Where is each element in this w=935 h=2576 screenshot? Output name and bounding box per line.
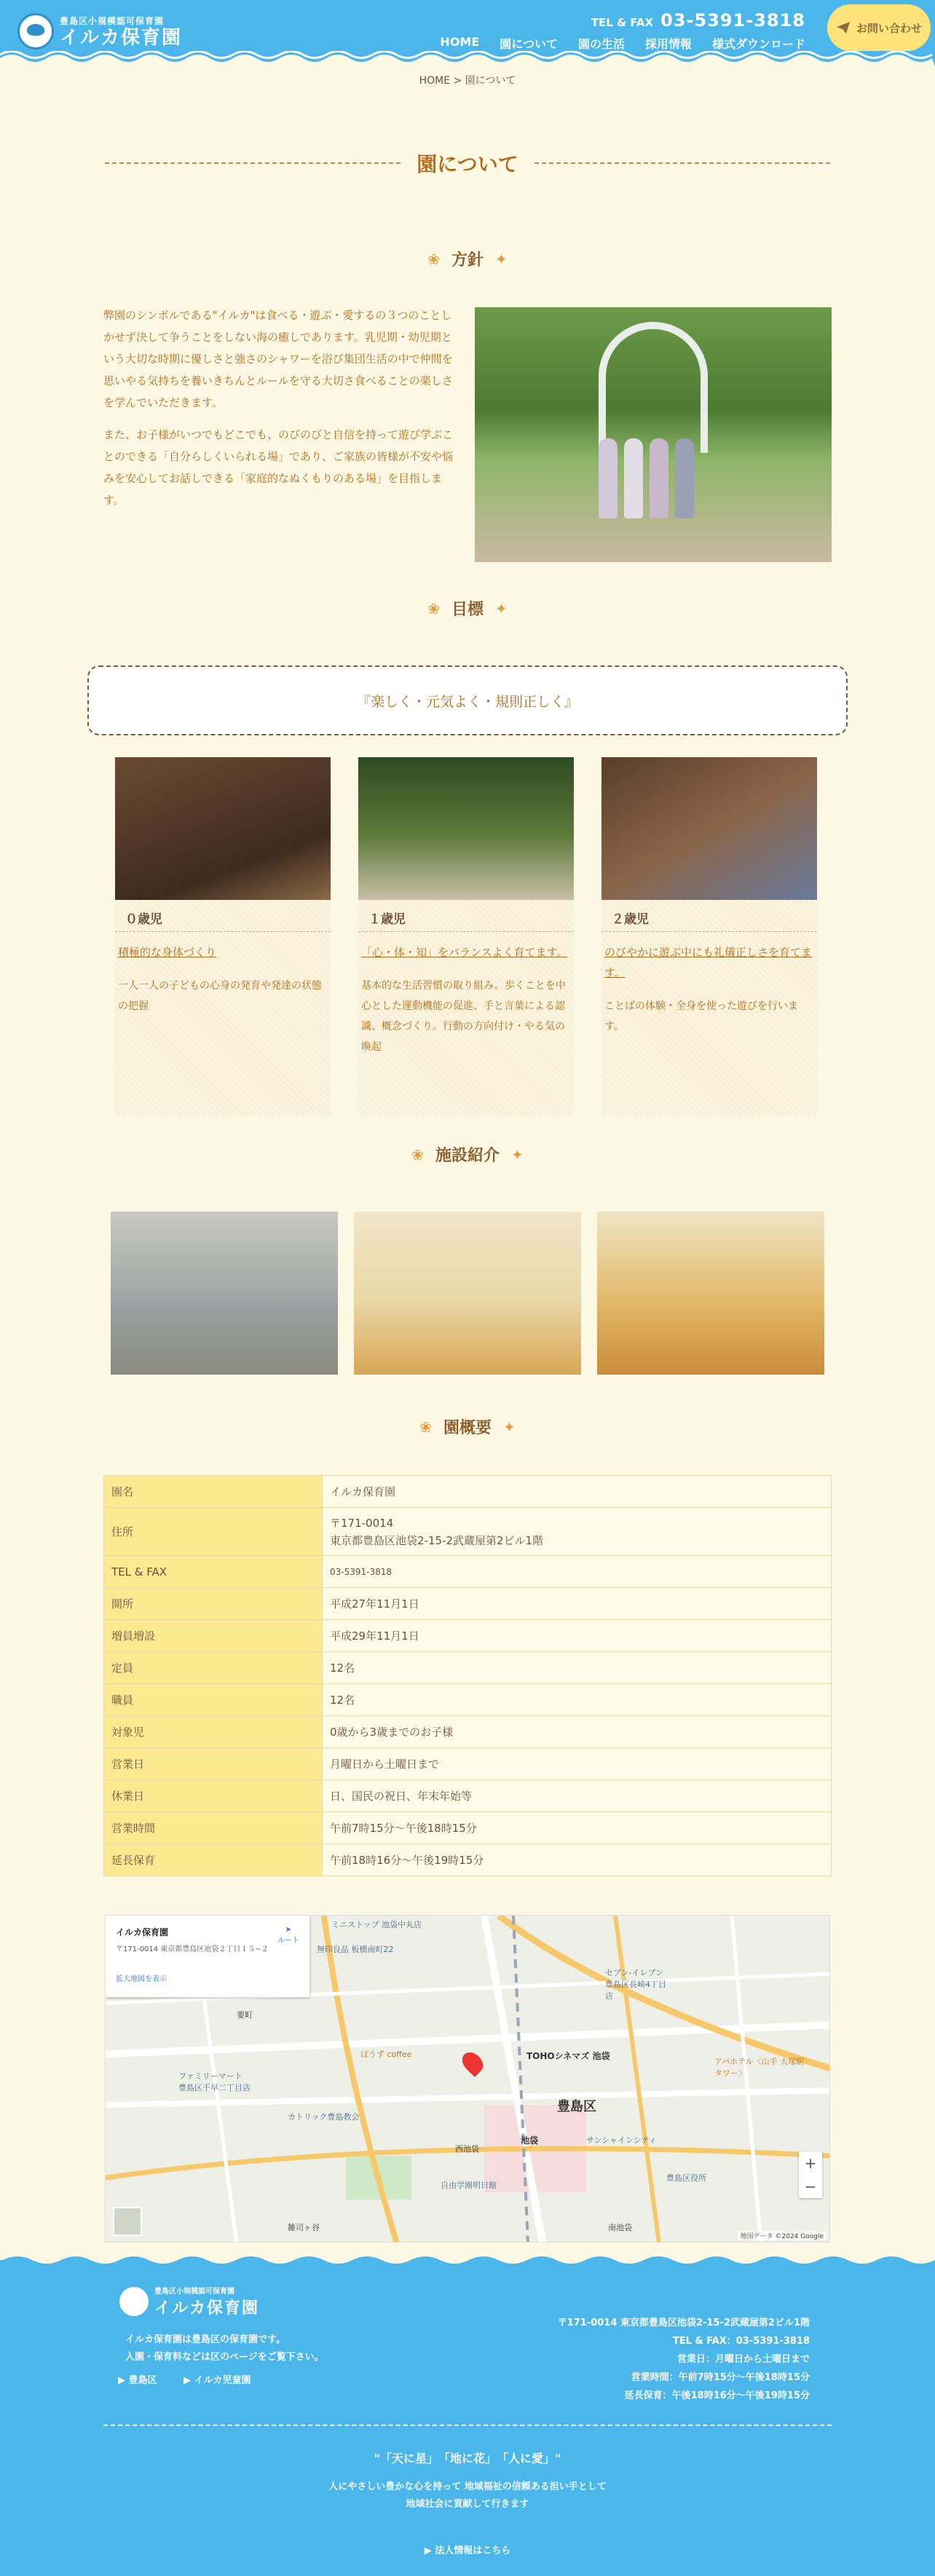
age-card-headline: のびやかに遊ぶ中にも礼儀正しさを育てます。 [604, 946, 813, 979]
facilities-heading: 施設紹介 [435, 1147, 500, 1165]
table-row [104, 1556, 832, 1588]
table-row [104, 1684, 832, 1716]
row-key: 増員増設 [104, 1620, 323, 1652]
policy-heading-row [0, 248, 935, 270]
row-key: 園名 [104, 1476, 323, 1508]
row-value: 12名 [323, 1652, 832, 1684]
row-key: 対象児 [104, 1716, 323, 1748]
footer-link-toshima[interactable]: ▶ 豊島区 [118, 2375, 157, 2386]
postal-code: 〒171-0014 [330, 1516, 394, 1530]
page-title: 園について [417, 152, 518, 176]
sparkle-icon: ✦ [495, 599, 508, 617]
overview-heading-row [0, 1415, 935, 1438]
map-label: 西池袋 [455, 2144, 479, 2154]
title-divider-right [534, 162, 830, 164]
nav-about[interactable]: 園について [500, 37, 558, 51]
goals-heading-row [0, 597, 935, 620]
footer-hours: 営業時間：午前7時15分〜午後18時15分 [631, 2372, 810, 2383]
age-card-1 [358, 757, 574, 1115]
map-label: ぽうず coffee [360, 2050, 412, 2059]
table-row [104, 1476, 832, 1508]
map-label: 池袋 [521, 2136, 539, 2146]
footer-logo[interactable] [119, 2285, 259, 2318]
breadcrumb[interactable]: HOME > 園について [419, 75, 516, 87]
row-key: 営業日 [104, 1748, 323, 1780]
footer-motto: "「天に星」 「地に花」 「人に愛」" [374, 2451, 561, 2465]
map-label: カトリック豊島教会 [288, 2112, 360, 2122]
row-key: 定員 [104, 1652, 323, 1684]
row-value: 平成29年11月1日 [323, 1620, 832, 1652]
facility-photo-exterior [111, 1212, 338, 1375]
map-label: サンシャインシティ [586, 2136, 657, 2145]
footer-wave-decoration [0, 2254, 935, 2269]
sparkle-icon: ✦ [503, 1418, 516, 1436]
row-value: 日、国民の祝日、年末年始等 [323, 1780, 832, 1812]
table-row [104, 1652, 832, 1684]
age-card-title: ２歳児 [601, 900, 817, 932]
age-card-description: ことばの体験・全身を使った遊びを行います。 [604, 1000, 798, 1032]
map-label: ファミリーマート 豊島区千早二丁目店 [178, 2071, 250, 2093]
address: 東京都豊島区池袋2-15-2武蔵屋第2ビル1階 [330, 1533, 544, 1547]
age-card-title: １歳児 [358, 900, 574, 932]
logo-subtitle: 豊島区小規模認可保育園 [60, 15, 165, 26]
nav-recruit[interactable]: 採用情報 [644, 37, 692, 51]
map-label: 豊島区役所 [666, 2173, 706, 2183]
footer-divider [103, 2425, 832, 2426]
paper-plane-icon [836, 21, 851, 34]
overview-table [103, 1475, 832, 1876]
dolphin-logo-icon [17, 13, 54, 50]
map-zoom-control [799, 2152, 822, 2198]
map-place-name: イルカ保育園 [116, 1927, 169, 1937]
table-row [104, 1748, 832, 1780]
age-card-2 [601, 757, 817, 1115]
table-row [104, 1844, 832, 1876]
paw-icon: ❀ [411, 1145, 424, 1163]
age-card-photo [601, 757, 817, 900]
age-card-headline: 「心・体・知」をバランスよく育てます。 [361, 946, 568, 959]
sparkle-icon: ✦ [511, 1145, 524, 1163]
map-place-address: 〒171-0014 東京都豊島区池袋２丁目１５−２ [116, 1945, 269, 1953]
page-title-row [105, 149, 830, 178]
policy-heading: 方針 [451, 251, 484, 269]
tel-number[interactable]: 03-5391-3818 [660, 10, 805, 31]
nav-home[interactable]: HOME [440, 35, 480, 49]
corporate-info-link[interactable]: ▶ 法人情報はこちら [424, 2545, 511, 2556]
map-label: 要町 [237, 2010, 253, 2020]
row-value: イルカ保育園 [323, 1476, 832, 1508]
title-divider-left [105, 162, 401, 164]
map-label: 無印良品 板橋南町22 [317, 1945, 394, 1954]
map-label: アパホテル〈山手 大塚駅タワー〉 [714, 2057, 805, 2078]
footer-extended: 延長保育：午後18時16分〜午後19時15分 [624, 2390, 810, 2401]
table-row [104, 1588, 832, 1620]
footer-contact-info [558, 2314, 810, 2405]
zoom-in-button[interactable]: + [804, 2154, 817, 2172]
row-value: 平成27年11月1日 [323, 1588, 832, 1620]
row-value: 月曜日から土曜日まで [323, 1748, 832, 1780]
row-key: 住所 [104, 1508, 323, 1556]
footer-days: 営業日：月曜日から土曜日まで [676, 2354, 810, 2365]
map-layer-toggle[interactable] [113, 2207, 142, 2236]
contact-button[interactable] [827, 4, 931, 51]
footer-philosophy: 人にやさしい豊かな心を持って 地域福祉の信頼ある担い手として 地域社会に貢献して行きます [328, 2481, 607, 2510]
garden-photo [475, 307, 832, 562]
footer-description: イルカ保育園は豊島区の保育園です。 入園・保育料などは区のページをご覧下さい。 [125, 2334, 324, 2363]
facility-photo-room [354, 1212, 581, 1375]
row-value-tel[interactable]: 03-5391-3818 [323, 1556, 832, 1588]
row-key: 延長保育 [104, 1844, 323, 1876]
zoom-out-button[interactable]: − [804, 2178, 817, 2195]
map-credit: 地図データ ©2024 Google [738, 2231, 826, 2240]
age-card-photo [115, 757, 331, 900]
row-key: 開所 [104, 1588, 323, 1620]
map-label: TOHOシネマズ 池袋 [526, 2051, 610, 2061]
age-card-headline: 積極的な身体づくり [118, 946, 217, 959]
header-tel [591, 10, 805, 31]
map-directions-button[interactable]: ➤ ルート [277, 1926, 299, 1945]
age-card-title: ０歳児 [115, 900, 331, 932]
footer-logo-subtitle: 豊島区小規模認可保育園 [154, 2288, 234, 2296]
paw-icon: ❀ [419, 1418, 432, 1436]
row-value: 0歳から3歳までのお子様 [323, 1716, 832, 1748]
table-row [104, 1508, 832, 1556]
footer-logo-name: イルカ保育園 [154, 2299, 260, 2318]
garden-arch [599, 322, 708, 453]
map-label: セブン-イレブン 豊島区長崎4丁目店 [605, 1968, 666, 2001]
map-label: 雑司ヶ谷 [288, 2223, 320, 2232]
row-key: 職員 [104, 1684, 323, 1716]
nav-life[interactable]: 園の生活 [577, 37, 625, 51]
table-row [104, 1716, 832, 1748]
directions-icon: ➤ [285, 1926, 292, 1934]
facility-photo-playroom [597, 1212, 824, 1375]
map-district-label: 豊島区 [557, 2099, 596, 2114]
tel-label: TEL & FAX [591, 16, 654, 29]
map-label: ミニストップ 池袋中丸店 [331, 1920, 422, 1929]
nav-download[interactable]: 様式ダウンロード [711, 37, 805, 51]
map-label: 自由学園明日館 [441, 2181, 497, 2190]
google-map[interactable] [105, 1915, 830, 2243]
age-card-0 [115, 757, 331, 1115]
table-row [104, 1620, 832, 1652]
facilities-heading-row [0, 1143, 935, 1166]
paw-icon: ❀ [427, 250, 440, 268]
row-value: 12名 [323, 1684, 832, 1716]
age-card-description: 一人一人の子どもの心身の発育や発達の状態の把握 [118, 980, 322, 1012]
policy-paragraph-1: 弊園のシンボルである"イルカ"は食べる・遊ぶ・愛するの３つのことしかせず決して争うことをしない海の癒しであります。乳児期・幼児期という大切な時期に優しさと強さのシャワーを浴び集団生活の中で仲間を思いやる気持ちを養いきちんとルールを守る大切さ食べることの楽しさを学んでいただきます。 [103, 309, 453, 409]
row-key: TEL & FAX [104, 1556, 323, 1588]
goal-motto-box: 『楽しく・元気よく・規則正しく』 [87, 665, 848, 735]
footer-address: 〒171-0014 東京都豊島区池袋2-15-2武蔵屋第2ビル1階 [557, 2318, 810, 2328]
age-card-description: 基本的な生活習慣の取り組み。歩くことを中心とした運動機能の促進、手と言葉による認識、概念づくり。行動の方向付け・やる気の喚起 [361, 980, 566, 1053]
sparkle-icon: ✦ [495, 250, 508, 268]
overview-heading: 園概要 [443, 1419, 492, 1437]
table-row [104, 1780, 832, 1812]
row-value [323, 1508, 832, 1556]
goals-heading: 目標 [451, 601, 484, 619]
age-card-photo [358, 757, 574, 900]
row-key: 休業日 [104, 1780, 323, 1812]
row-value: 午前7時15分〜午後18時15分 [323, 1812, 832, 1844]
map-larger-link[interactable]: 拡大地図を表示 [116, 1975, 167, 1983]
footer-tel: TEL & FAX：03-5391-3818 [672, 2336, 810, 2347]
table-row [104, 1812, 832, 1844]
policy-paragraph-2: また、お子様がいつでもどこでも、のびのびと自信を持って遊び学ぶことのできる「自分らしくいられる場」であり、ご家族の皆様が不安や悩みを安心してお話しできる「家庭的なぬくもりのある場」を目指します。 [103, 428, 454, 507]
site-header [0, 0, 935, 67]
global-nav [440, 35, 805, 52]
site-footer [0, 2256, 935, 2576]
logo-name: イルカ保育園 [60, 26, 183, 49]
contact-label: お問い合わせ [856, 21, 922, 35]
map-info-card [106, 1916, 309, 1997]
paw-icon: ❀ [427, 599, 440, 617]
site-logo[interactable] [17, 13, 182, 50]
footer-link-iruka-jido[interactable]: ▶ イルカ児童園 [184, 2375, 251, 2386]
dolphin-logo-icon [119, 2287, 149, 2316]
map-label: 南池袋 [608, 2223, 632, 2232]
row-key: 営業時間 [104, 1812, 323, 1844]
header-wave-decoration [0, 51, 935, 67]
row-value: 午前18時16分〜午後19時15分 [323, 1844, 832, 1876]
